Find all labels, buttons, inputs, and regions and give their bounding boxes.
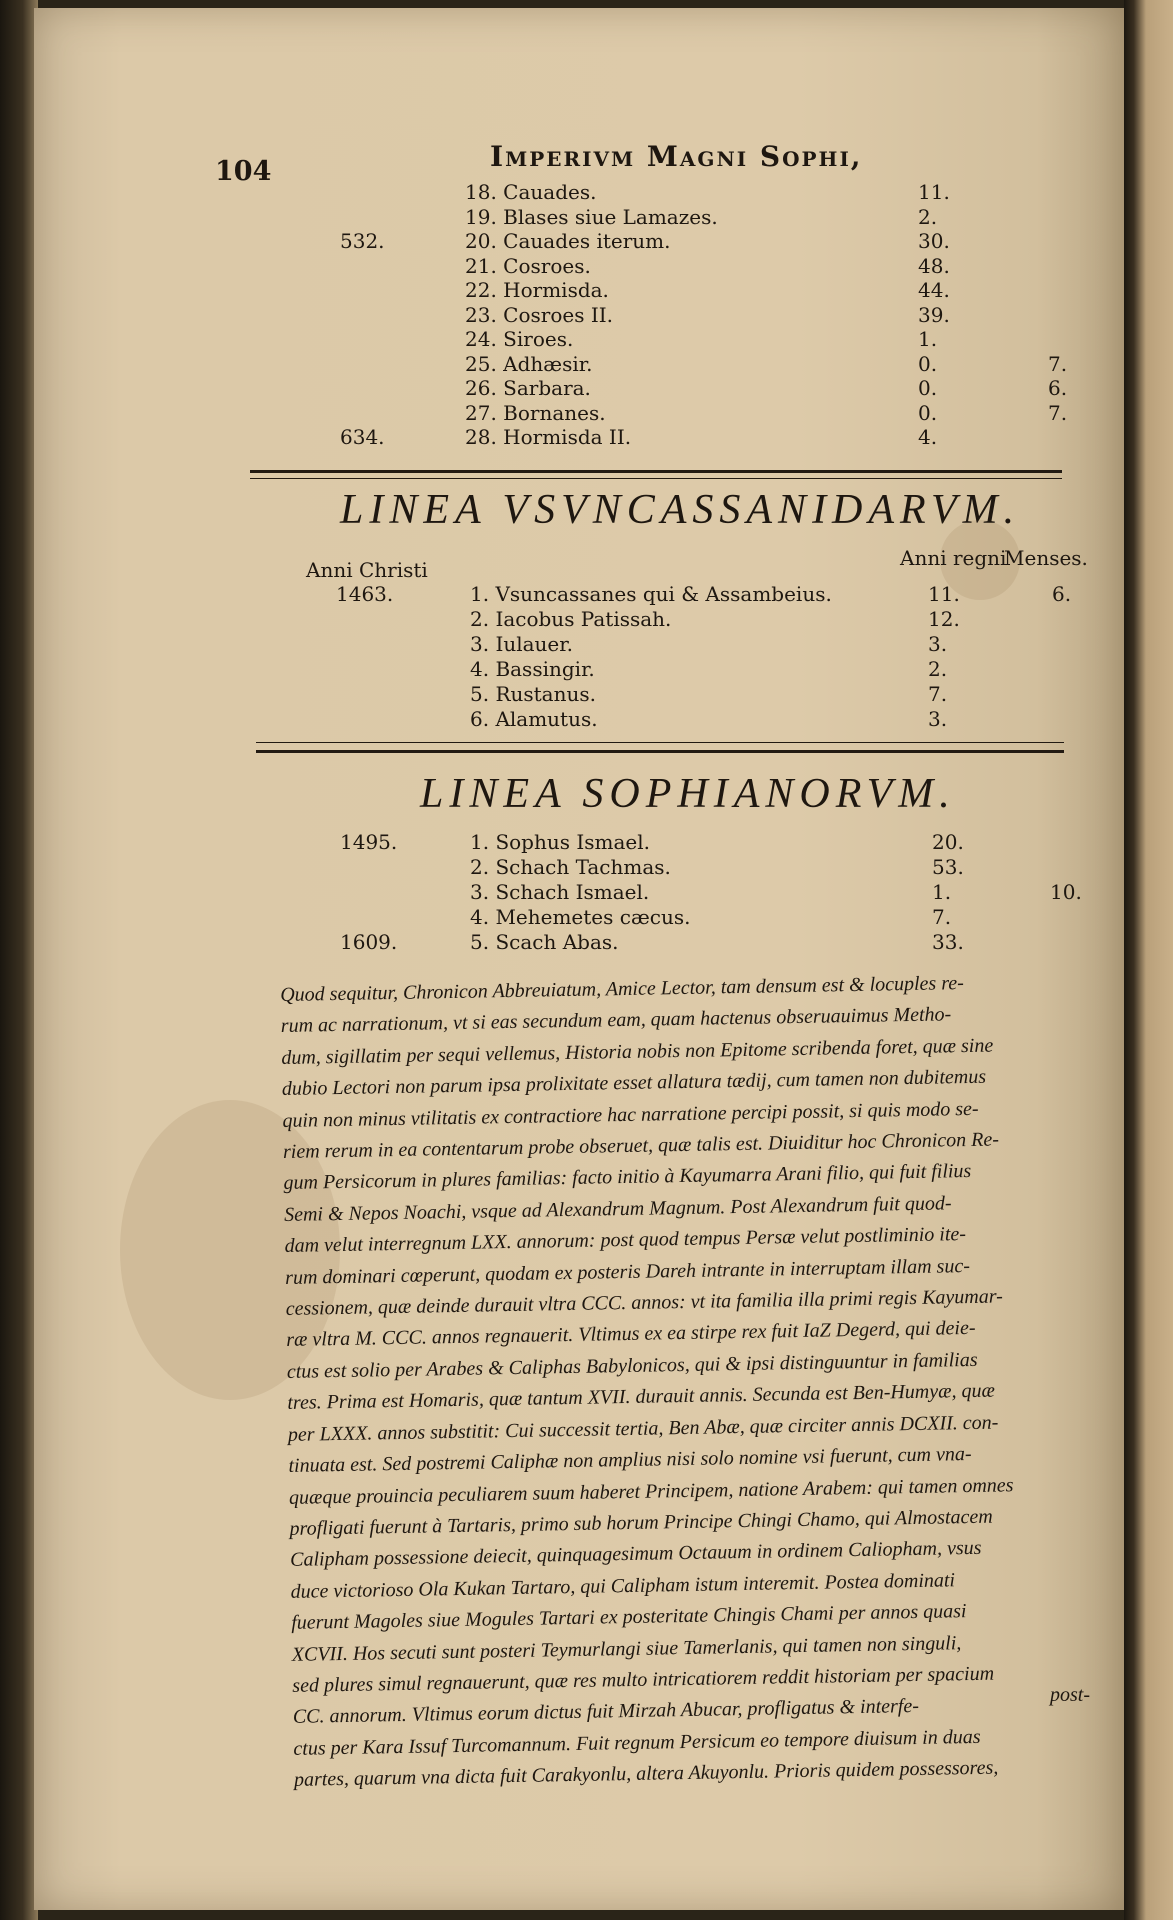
row-years: 2.	[928, 657, 948, 681]
col-anni-regni: Anni regni	[900, 546, 1007, 570]
row-name: 26. Sarbara.	[465, 376, 591, 400]
list-row	[0, 254, 1100, 278]
list-row	[0, 830, 1100, 854]
row-name: 19. Blases siue Lamazes.	[465, 204, 718, 229]
row-year: 634.	[340, 425, 385, 449]
list-row	[0, 303, 1100, 327]
row-year: 1609.	[340, 930, 398, 954]
row-name: 24. Siroes.	[465, 327, 574, 351]
paragraph-line: ctus est solio per Arabes & Caliphas Babylonicos, qui & ipsi distinguuntur in familias	[286, 1348, 978, 1383]
list-row	[0, 607, 1100, 631]
row-year: 1463.	[336, 582, 394, 606]
row-years: 1.	[918, 327, 938, 351]
row-name: 20. Cauades iterum.	[465, 229, 671, 253]
book-edge	[1124, 0, 1173, 1920]
row-name: 27. Bornanes.	[465, 400, 606, 425]
list-row	[0, 425, 1100, 449]
row-name: 5. Rustanus.	[470, 682, 596, 706]
paragraph-line: partes, quarum vna dicta fuit Carakyonlu, altera Akuyonlu. Prioris quidem possessores,	[293, 1756, 999, 1792]
row-months: 10.	[1050, 880, 1082, 904]
section-rule	[256, 750, 1064, 753]
row-months: 7.	[1048, 351, 1068, 376]
paragraph-line: riem rerum in ea contentarum probe obseruet, quæ talis est. Diuiditur hoc Chronicon Re-	[282, 1128, 1000, 1164]
paragraph-line: ræ vltra M. CCC. annos regnauerit. Vltimus ex ea stirpe rex fuit IaZ Degerd, qui deie-	[286, 1317, 976, 1352]
section-title-usuncassanidarum: LINEA VSVNCASSANIDARVM.	[340, 487, 1021, 533]
row-years: 2.	[918, 204, 938, 229]
row-name: 5. Scach Abas.	[470, 930, 619, 954]
row-name: 2. Iacobus Patissah.	[470, 607, 672, 631]
paragraph-line: Quod sequitur, Chronicon Abbreuiatum, Amice Lector, tam densum est & locuples re-	[280, 972, 965, 1006]
paragraph-line: XCVII. Hos secuti sunt posteri Teymurlangi siue Tamerlanis, qui tamen non singuli,	[291, 1631, 962, 1666]
page-number: 104	[215, 156, 272, 187]
row-years: 1.	[932, 880, 952, 904]
row-years: 4.	[918, 425, 938, 449]
row-name: 6. Alamutus.	[470, 707, 598, 731]
row-years: 20.	[932, 830, 964, 854]
list-row	[0, 352, 1100, 376]
row-name: 2. Schach Tachmas.	[470, 855, 671, 879]
row-years: 12.	[928, 607, 960, 631]
list-row	[0, 707, 1100, 731]
list-row	[0, 180, 1100, 204]
row-years: 0.	[918, 351, 938, 376]
list-row	[0, 632, 1100, 656]
list-row	[0, 327, 1100, 351]
paragraph-line: per LXXX. annos substitit: Cui successit tertia, Ben Abæ, quæ circiter annis DCXII. con-	[287, 1411, 999, 1446]
running-head: Imperivm Magni Sophi,	[490, 140, 863, 173]
paragraph-line: ctus per Kara Issuf Turcomannum. Fuit regnum Persicum eo tempore diuisum in duas	[293, 1725, 981, 1760]
row-years: 3.	[928, 632, 948, 656]
row-years: 11.	[918, 180, 950, 204]
section-rule-thin	[256, 742, 1064, 743]
row-name: 22. Hormisda.	[465, 278, 609, 302]
list-row	[0, 401, 1100, 425]
paragraph-line: dubio Lectori non parum ipsa prolixitate esset allatura tædij, cum tamen non dubitemus	[281, 1065, 987, 1101]
list-row	[0, 880, 1100, 904]
row-name: 18. Cauades.	[465, 180, 597, 204]
paragraph-line: CC. annorum. Vltimus eorum dictus fuit Mirzah Abucar, profligatus & interfe-	[292, 1695, 920, 1729]
list-row	[0, 657, 1100, 681]
row-name: 23. Cosroes II.	[465, 302, 613, 327]
row-months: 6.	[1048, 376, 1068, 400]
paragraph-line: quin non minus vtilitatis ex contractiore hac narratione percipi possit, si quis modo se-	[282, 1097, 979, 1132]
row-months: 7.	[1048, 400, 1068, 425]
section-rule	[250, 470, 1062, 473]
row-years: 11.	[928, 582, 960, 606]
row-name: 3. Iulauer.	[470, 632, 573, 656]
paragraph-line: cessionem, quæ deinde durauit vltra CCC. annos: vt ita familia illa primi regis Kayumar-	[285, 1285, 1003, 1321]
row-name: 28. Hormisda II.	[465, 425, 632, 449]
row-name: 1. Sophus Ismael.	[470, 830, 651, 854]
row-years: 53.	[932, 855, 964, 879]
list-row	[0, 582, 1100, 606]
paragraph-line: rum ac narrationum, vt si eas secundum eam, quam hactenus obseruauimus Metho-	[280, 1003, 952, 1038]
row-name: 4. Mehemetes cæcus.	[470, 905, 691, 929]
paragraph-line: dam velut interregnum LXX. annorum: post quod tempus Persæ velut postliminio ite-	[284, 1223, 967, 1258]
section-title-sophianorum: LINEA SOPHIANORVM.	[420, 771, 956, 817]
paragraph-line: tinuata est. Sed postremi Caliphæ non amplius nisi solo nomine vsi fuerunt, cum vna-	[288, 1443, 972, 1478]
row-years: 39.	[918, 302, 950, 327]
row-years: 33.	[932, 930, 964, 954]
paragraph-line: tres. Prima est Homaris, quæ tantum XVII. durauit annis. Secunda est Ben-Humyæ, quæ	[287, 1379, 996, 1415]
row-name: 25. Adhæsir.	[465, 351, 593, 376]
row-years: 7.	[928, 682, 948, 706]
section-rule-thin	[250, 478, 1062, 479]
list-row	[0, 229, 1100, 253]
row-years: 3.	[928, 707, 948, 731]
chronicle-paragraph	[280, 966, 1094, 1796]
paragraph-line: Calipham possessione deiecit, quinquagesimum Octauum in ordinem Caliopham, vsus	[289, 1537, 982, 1572]
col-anni-christi: Anni Christi	[306, 558, 428, 582]
row-years: 48.	[918, 253, 950, 278]
row-year: 1495.	[340, 830, 398, 854]
row-name: 4. Bassingir.	[470, 657, 595, 681]
list-row	[0, 855, 1100, 879]
paragraph-line: gum Persicorum in plures familias: facto initio à Kayumarra Arani filio, qui fuit filius	[283, 1160, 972, 1195]
list-row	[0, 905, 1100, 929]
list-row	[0, 930, 1100, 954]
row-name: 21. Cosroes.	[465, 253, 591, 278]
row-years: 0.	[918, 400, 938, 425]
row-name: 1. Vsuncassanes qui & Assambeius.	[470, 582, 832, 606]
paragraph-line: fuerunt Magoles siue Mogules Tartari ex posteritate Chingis Chami per annos quasi	[291, 1600, 967, 1635]
list-row	[0, 682, 1100, 706]
paragraph-line: sed plures simul regnauerunt, quæ res multo intricatiorem reddit historiam per spacium	[292, 1662, 995, 1697]
paragraph-line: quæque prouincia peculiarem suum haberet Principem, natione Arabem: qui tamen omnes	[288, 1473, 1014, 1509]
paragraph-line: profligati fuerunt à Tartaris, primo sub horum Principe Chingi Chamo, qui Almostacem	[289, 1505, 993, 1540]
catchword: post-	[1050, 1684, 1090, 1706]
list-row	[0, 205, 1100, 229]
paragraph-line: Semi & Nepos Noachi, vsque ad Alexandrum Magnum. Post Alexandrum fuit quod-	[283, 1192, 952, 1226]
row-years: 7.	[932, 905, 952, 929]
row-years: 0.	[918, 376, 938, 400]
row-year: 532.	[340, 229, 385, 253]
list-row	[0, 278, 1100, 302]
paragraph-line: dum, sigillatim per sequi vellemus, Historia nobis non Epitome scribenda foret, quæ sine	[281, 1034, 994, 1069]
row-years: 44.	[918, 278, 950, 302]
col-menses: Menses.	[1004, 546, 1088, 570]
paragraph-line: duce victorioso Ola Kukan Tartaro, qui Calipham istum interemit. Postea dominati	[290, 1569, 956, 1603]
row-months: 6.	[1052, 582, 1072, 606]
row-name: 3. Schach Ismael.	[470, 880, 650, 904]
paragraph-line: rum dominari cœperunt, quodam ex posteris Dareh intrante in interruptam illam suc-	[285, 1254, 971, 1289]
list-row	[0, 376, 1100, 400]
row-years: 30.	[918, 229, 950, 253]
